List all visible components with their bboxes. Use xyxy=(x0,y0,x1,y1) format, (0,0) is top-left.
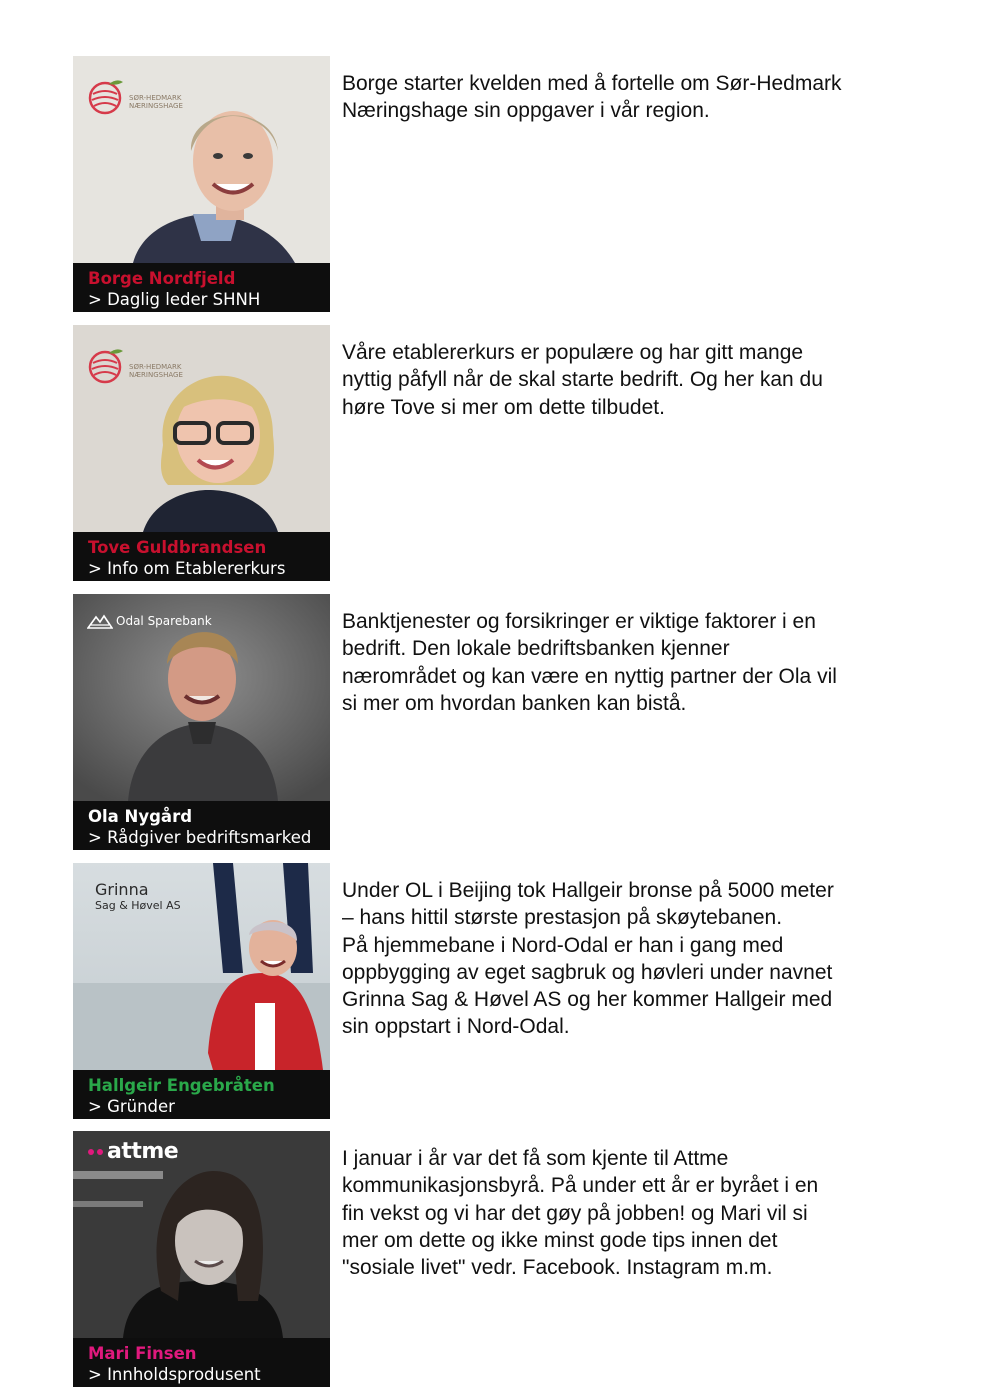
speaker-description xyxy=(342,877,842,1041)
speaker-role: > Info om Etablererkurs xyxy=(88,559,286,578)
speaker-caption xyxy=(73,532,330,581)
apple-icon xyxy=(87,76,127,116)
speaker-entry xyxy=(73,1131,933,1387)
logo-line2: NÆRINGSHAGE xyxy=(129,102,183,110)
speaker-entry xyxy=(73,863,933,1119)
speaker-caption xyxy=(73,801,330,850)
speaker-card xyxy=(73,594,330,850)
logo-line2: NÆRINGSHAGE xyxy=(129,371,183,379)
attme-logo xyxy=(87,1139,178,1164)
speaker-name: Tove Guldbrandsen xyxy=(88,538,267,557)
logo-text: Odal Sparebank xyxy=(116,614,212,628)
dots-icon xyxy=(87,1147,105,1157)
speaker-entry xyxy=(73,56,933,312)
speaker-caption xyxy=(73,263,330,312)
description-paragraph: Våre etablererkurs er populære og har gitt mange nyttig påfyll når de skal starte bedrift. Og her kan du høre Tove si mer om dette tilbudet. xyxy=(342,341,823,419)
odal-sparebank-logo xyxy=(87,613,212,629)
mountain-icon xyxy=(87,613,113,629)
grinna-logo xyxy=(95,881,181,913)
description-paragraph: Banktjenester og forsikringer er viktige faktorer i en bedrift. Den lokale bedriftsbanken kjenner nærområdet og kan være en nyttig partner der Ola vil si mer om hvordan banken kan bistå. xyxy=(342,610,837,715)
shnh-logo xyxy=(87,76,183,120)
speaker-description xyxy=(342,339,842,421)
logo-line1: Grinna xyxy=(95,880,149,899)
speaker-name: Mari Finsen xyxy=(88,1344,197,1363)
shnh-logo xyxy=(87,345,183,389)
apple-icon xyxy=(87,345,127,385)
logo-text: attme xyxy=(107,1139,179,1164)
speaker-entry xyxy=(73,594,933,850)
speaker-card xyxy=(73,863,330,1119)
description-paragraph: Borge starter kvelden med å fortelle om Sør-Hedmark Næringshage sin oppgaver i vår region. xyxy=(342,72,842,123)
speaker-description xyxy=(342,1145,842,1281)
speaker-caption xyxy=(73,1338,330,1387)
speaker-role: > Innholdsprodusent xyxy=(88,1365,261,1384)
description-paragraph: I januar i år var det få som kjente til Attme kommunikasjonsbyrå. På under ett år er byrået i en fin vekst og vi har det gøy på jobben! og Mari vil si mer om dette og ikke minst gode tips innen det "sosiale livet" vedr. Facebook. Instagram m.m. xyxy=(342,1147,819,1280)
logo-line1: SØR-HEDMARK xyxy=(129,94,182,102)
description-paragraph: Under OL i Beijing tok Hallgeir bronse på 5000 meter – hans hittil største prestasjon på skøytebanen. xyxy=(342,879,834,930)
logo-line2: Sag & Høvel AS xyxy=(95,899,181,912)
speaker-description xyxy=(342,70,842,125)
speaker-role: > Daglig leder SHNH xyxy=(88,290,261,309)
speaker-name: Ola Nygård xyxy=(88,807,193,826)
speaker-caption xyxy=(73,1070,330,1119)
speaker-card xyxy=(73,56,330,312)
speaker-name: Borge Nordfjeld xyxy=(88,269,236,288)
speaker-entry xyxy=(73,325,933,581)
description-paragraph: På hjemmebane i Nord-Odal er han i gang med oppbygging av eget sagbruk og høvleri under navnet Grinna Sag & Høvel AS og her kommer Hallgeir med sin oppstart i Nord-Odal. xyxy=(342,933,833,1039)
logo-line1: SØR-HEDMARK xyxy=(129,363,182,371)
speaker-role: > Rådgiver bedriftsmarked xyxy=(88,828,312,847)
speaker-name: Hallgeir Engebråten xyxy=(88,1076,275,1095)
speaker-card xyxy=(73,1131,330,1387)
speaker-description xyxy=(342,608,842,717)
speaker-card xyxy=(73,325,330,581)
speaker-role: > Gründer xyxy=(88,1097,175,1116)
